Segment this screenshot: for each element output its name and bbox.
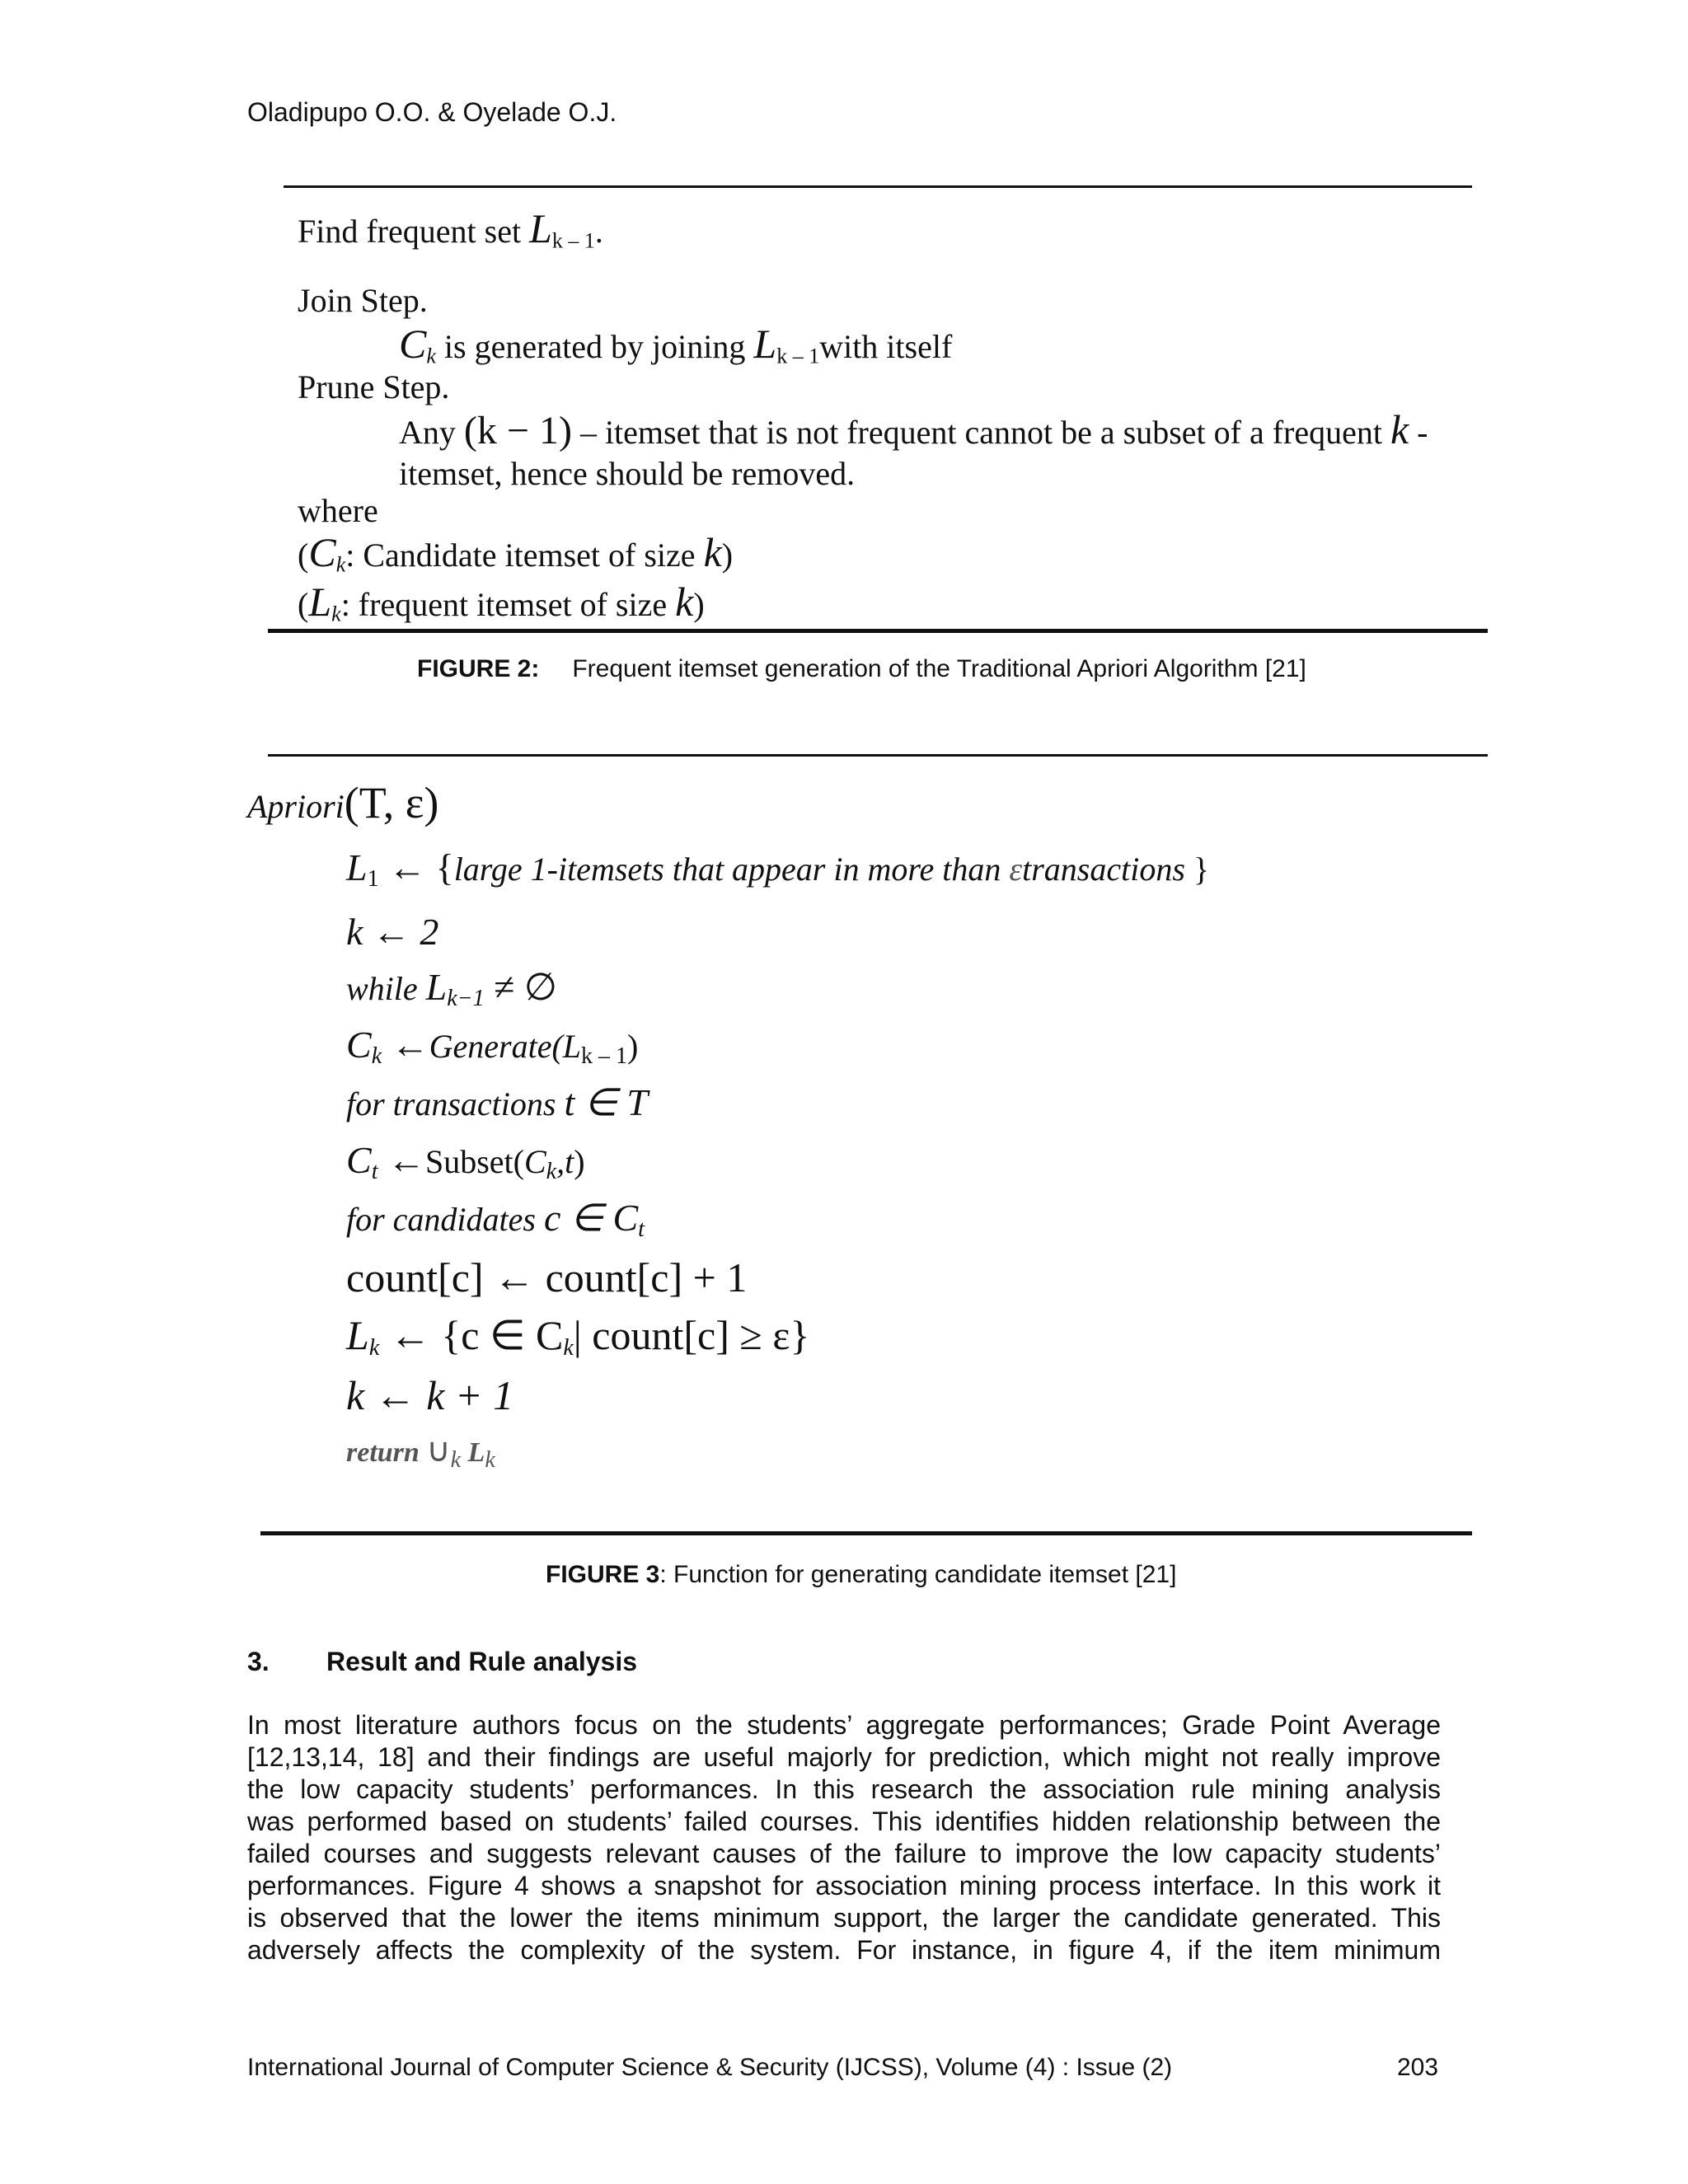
algo-line-generate bbox=[346, 1026, 638, 1068]
gen-c: C bbox=[346, 1024, 372, 1066]
prune-dash: - bbox=[1409, 414, 1428, 451]
section-title: Result and Rule analysis bbox=[326, 1647, 638, 1676]
gen-close: ) bbox=[627, 1028, 639, 1065]
def-c-symbol: C bbox=[308, 529, 336, 575]
while-keyword: while bbox=[346, 970, 426, 1007]
figure2-caption-text: Frequent itemset generation of the Traditional Apriori Algorithm [21] bbox=[572, 655, 1306, 682]
paragraph-line: adversely affects the complexity of the system. For instance, in figure 4, if the item minimum bbox=[247, 1935, 1441, 1965]
lk-rhs2: | count[c] ≥ ε} bbox=[573, 1312, 810, 1358]
paragraph-line: [12,13,14, 18] and their findings are useful majorly for prediction, which might not really improve bbox=[247, 1742, 1441, 1772]
l1-arrow: ← { bbox=[378, 846, 454, 888]
find-subscript: k – 1 bbox=[551, 228, 595, 253]
return-lsub: k bbox=[485, 1447, 495, 1473]
count-line: count[c] ← count[c] + 1 bbox=[346, 1254, 748, 1301]
def-l-k: k bbox=[675, 579, 694, 625]
sub-args-c: C bbox=[523, 1143, 546, 1180]
figure2-find-line bbox=[298, 205, 603, 253]
sub-args-t: ,t bbox=[556, 1143, 574, 1180]
k-init: k ← 2 bbox=[346, 911, 439, 953]
prune-step-line1 bbox=[399, 406, 1428, 452]
figure2-bottom-rule bbox=[268, 629, 1488, 633]
join-step-title: Join Step. bbox=[298, 282, 428, 319]
prune-step-line2: itemset, hence should be removed. bbox=[399, 455, 856, 492]
sub-csub: t bbox=[371, 1159, 378, 1184]
algo-line-count bbox=[346, 1254, 748, 1301]
return-keyword: return bbox=[346, 1437, 427, 1468]
while-sub: k−1 bbox=[447, 986, 485, 1011]
prune-expr: (k − 1) bbox=[463, 409, 572, 452]
paragraph-line: failed courses and suggests relevant causes of the failure to improve the low capacity students’ bbox=[247, 1839, 1441, 1868]
sub-close: ) bbox=[574, 1143, 585, 1180]
def-c-text: : Candidate itemset of size bbox=[345, 537, 704, 574]
join-ck-subscript: k bbox=[426, 344, 436, 368]
running-header: Oladipupo O.O. & Oyelade O.J. bbox=[247, 97, 617, 127]
body-paragraph bbox=[247, 1709, 1441, 1966]
prune-k: k bbox=[1390, 406, 1409, 452]
sub-func: Subset( bbox=[424, 1143, 524, 1180]
figure3-bottom-rule bbox=[260, 1531, 1472, 1535]
find-text: Find frequent set bbox=[298, 213, 522, 250]
prune-any: Any bbox=[399, 414, 464, 451]
find-symbol: L bbox=[529, 205, 552, 251]
k-inc: k ← k + 1 bbox=[346, 1372, 514, 1418]
return-l: L bbox=[461, 1437, 485, 1468]
for-c-keyword: for candidates bbox=[346, 1201, 544, 1238]
lk-sub: k bbox=[368, 1335, 380, 1361]
def-l-close: ) bbox=[693, 586, 705, 623]
journal-footer: International Journal of Computer Science & Security (IJCSS), Volume (4) : Issue (2) bbox=[247, 2054, 1173, 2081]
algo-line-while bbox=[346, 968, 557, 1010]
l1-text: large 1-itemsets that appear in more than bbox=[453, 851, 1010, 888]
sub-args-csub: k bbox=[546, 1159, 557, 1184]
algo-line-for-transactions bbox=[346, 1081, 648, 1123]
algo-line-k-inc bbox=[346, 1372, 514, 1418]
l1-epsilon: ε bbox=[1009, 851, 1023, 888]
join-ck-symbol: C bbox=[399, 321, 427, 367]
algo-line-lk bbox=[346, 1312, 810, 1361]
paragraph-line: the low capacity students’ performances. In this research the association rule mining analysis bbox=[247, 1774, 1441, 1804]
lk-rhs1: ← {c ∈ C bbox=[379, 1312, 564, 1358]
l1-close: } bbox=[1184, 851, 1210, 888]
paragraph-line: In most literature authors focus on the students’ aggregate performances; Grade Point Average bbox=[247, 1710, 1441, 1740]
for-t-keyword: for transactions bbox=[346, 1085, 565, 1122]
while-l: L bbox=[425, 966, 448, 1008]
prune-step-title: Prune Step. bbox=[298, 368, 450, 405]
algo-line-for-candidates bbox=[346, 1199, 645, 1241]
gen-l: L bbox=[562, 1028, 582, 1065]
gen-func: Generate( bbox=[429, 1028, 563, 1065]
definition-lk bbox=[298, 581, 705, 626]
def-c-subscript: k bbox=[335, 552, 346, 577]
sub-arrow: ← bbox=[377, 1139, 425, 1181]
def-l-symbol: L bbox=[308, 579, 332, 625]
figure3-caption bbox=[546, 1561, 1176, 1589]
def-c-open: ( bbox=[298, 537, 309, 574]
gen-lsub: k – 1 bbox=[581, 1043, 628, 1069]
gen-arrow: ← bbox=[382, 1024, 429, 1066]
section-number: 3. bbox=[247, 1647, 270, 1676]
algo-line-return bbox=[346, 1434, 495, 1472]
def-c-k: k bbox=[703, 529, 722, 575]
page-number: 203 bbox=[1397, 2054, 1439, 2081]
apriori-name: Apriori bbox=[247, 788, 345, 825]
return-usub: k bbox=[450, 1447, 462, 1473]
join-end: with itself bbox=[819, 328, 953, 365]
paragraph-line: is observed that the lower the items minimum support, the larger the candidate generated. This bbox=[247, 1903, 1441, 1933]
def-c-close: ) bbox=[721, 537, 734, 574]
figure3-top-rule bbox=[268, 754, 1488, 757]
def-l-text: : frequent itemset of size bbox=[340, 586, 676, 623]
join-lk-subscript: k – 1 bbox=[776, 344, 820, 368]
apriori-args: (T, ε) bbox=[344, 778, 439, 827]
return-union: ∪ bbox=[426, 1432, 451, 1469]
l1-lhs: L bbox=[346, 846, 368, 888]
algo-line-k-init bbox=[346, 913, 438, 951]
definition-ck bbox=[298, 529, 734, 577]
l1-text2: transactions bbox=[1022, 851, 1185, 888]
figure2-top-rule bbox=[284, 185, 1472, 188]
section-heading bbox=[247, 1647, 637, 1677]
for-t-expr: t ∈ T bbox=[564, 1081, 648, 1123]
join-text: is generated by joining bbox=[435, 328, 754, 365]
lk-rhs-sub: k bbox=[563, 1335, 574, 1361]
figure3-caption-label: FIGURE 3 bbox=[546, 1561, 660, 1588]
def-l-subscript: k bbox=[331, 602, 341, 626]
join-lk-symbol: L bbox=[753, 321, 777, 367]
apriori-signature bbox=[247, 780, 438, 825]
figure2-caption-label: FIGURE 2: bbox=[417, 655, 540, 682]
join-step-line bbox=[399, 323, 952, 368]
paragraph-line: was performed based on students’ failed courses. This identifies hidden relationship between the bbox=[247, 1807, 1441, 1836]
algo-line-l1 bbox=[346, 846, 1210, 892]
paragraph-line: performances. Figure 4 shows a snapshot for association mining process interface. In this work it bbox=[247, 1871, 1441, 1900]
while-cond: ≠ ∅ bbox=[484, 966, 557, 1008]
prune-text: – itemset that is not frequent cannot be a subset of a frequent bbox=[571, 414, 1390, 451]
find-end: . bbox=[594, 213, 603, 250]
algo-line-subset bbox=[346, 1141, 585, 1183]
where-label: where bbox=[298, 492, 378, 529]
for-c-expr: c ∈ C bbox=[543, 1197, 639, 1239]
l1-sub: 1 bbox=[367, 866, 379, 892]
lk-lhs: L bbox=[346, 1312, 369, 1358]
figure3-caption-text: : Function for generating candidate itemset [21] bbox=[659, 1561, 1177, 1588]
def-l-open: ( bbox=[298, 586, 309, 623]
figure2-caption bbox=[417, 655, 1306, 683]
sub-c: C bbox=[346, 1139, 372, 1181]
gen-sub: k bbox=[371, 1043, 382, 1069]
for-c-sub: t bbox=[638, 1216, 645, 1242]
